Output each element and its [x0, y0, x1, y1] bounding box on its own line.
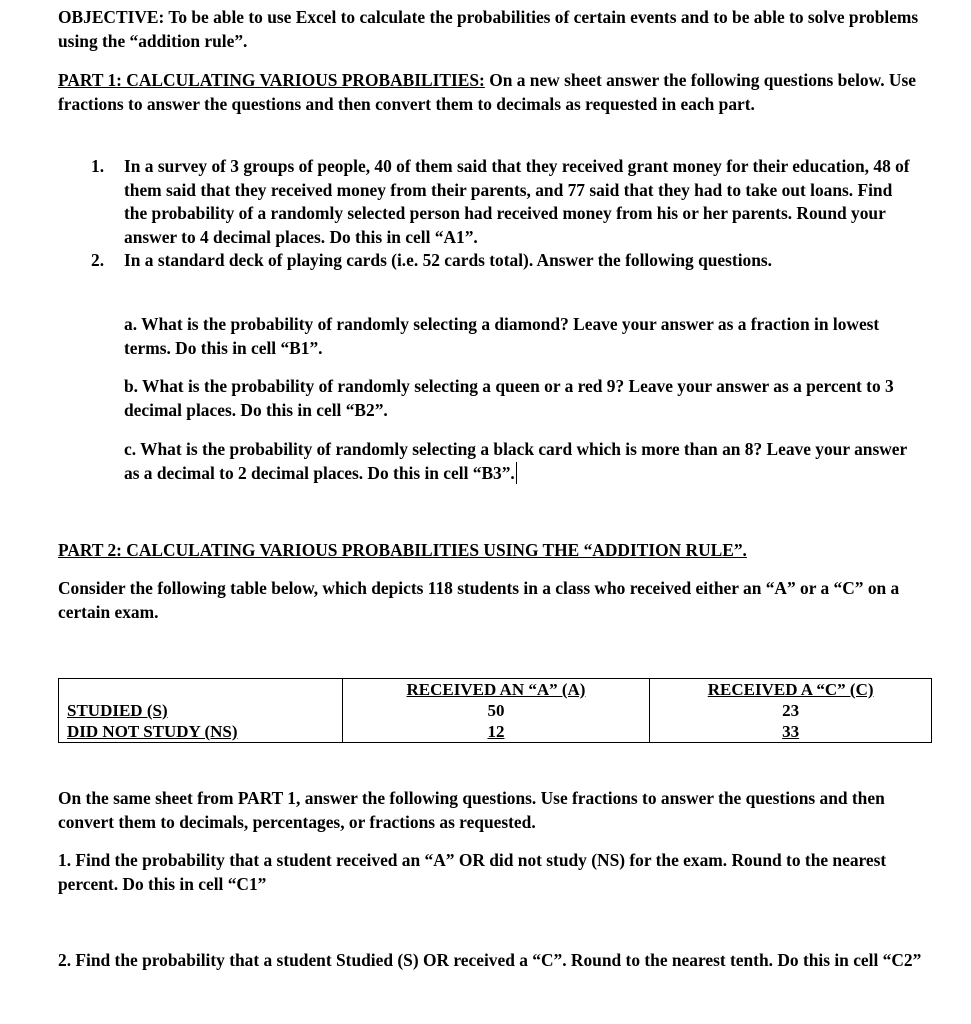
table-corner-cell — [59, 679, 343, 701]
part2-intro: Consider the following table below, which depicts 118 students in a class who received either an “A” or a “C” on a certain exam. — [58, 578, 900, 622]
question-2a — [124, 313, 914, 360]
part2-question-2 — [58, 949, 928, 973]
part1-intro-text: On a new sheet answer the following questions below. Use fractions to answer the questions and then convert them to decimals as requested in each part. — [58, 70, 916, 114]
table-row — [59, 721, 932, 743]
part2-instructions-paragraph — [58, 787, 928, 834]
cell-studied-c: 23 — [650, 700, 932, 721]
table-header-row — [59, 679, 932, 701]
list-item-text: In a standard deck of playing cards (i.e. 52 cards total). Answer the following questions. — [124, 250, 773, 270]
part2-heading: PART 2: CALCULATING VARIOUS PROBABILITIES USING THE “ADDITION RULE”. — [58, 540, 747, 560]
part1-question-list — [91, 155, 911, 273]
question-2c — [124, 438, 914, 485]
cell-not-studied-c: 33 — [650, 721, 932, 743]
question-2b — [124, 375, 914, 422]
text-cursor — [516, 462, 518, 484]
table-row — [59, 700, 932, 721]
part1-heading: PART 1: CALCULATING VARIOUS PROBABILITIES: — [58, 70, 485, 90]
part2-instructions: On the same sheet from PART 1, answer the following questions. Use fractions to answer the questions and then convert them to decimals, percentages, or fractions as requested. — [58, 788, 885, 832]
cell-studied-a: 50 — [342, 700, 650, 721]
grades-table — [58, 678, 932, 743]
list-item — [91, 249, 911, 273]
part2-question-2-text: 2. Find the probability that a student Studied (S) OR received a “C”. Round to the nearest tenth. Do this in cell “C2” — [58, 950, 922, 970]
question-2c-text: c. What is the probability of randomly selecting a black card which is more than an 8? Leave your answer as a decimal to 2 decimal places. Do this in cell “B3”. — [124, 439, 907, 483]
objective-text: OBJECTIVE: To be able to use Excel to calculate the probabilities of certain events and to be able to solve problems using the “addition rule”. — [58, 7, 919, 51]
row-label-not-studied: DID NOT STUDY (NS) — [59, 721, 343, 743]
part2-heading-paragraph — [58, 539, 928, 563]
list-item-number: 2. — [91, 250, 105, 270]
part2-question-1 — [58, 849, 928, 896]
header-received-a: RECEIVED AN “A” (A) — [342, 679, 650, 701]
question-2c — [124, 438, 914, 485]
cell-not-studied-a: 12 — [342, 721, 650, 743]
list-item-text: In a survey of 3 groups of people, 40 of them said that they received grant money for their education, 48 of them said that they received money from their parents, and 77 said that they had to take out loans. Find the probability of a randomly selected person had received money from his or her parents. Round your answer to 4 decimal places. Do this in cell “A1”. — [124, 156, 910, 247]
part1-intro — [58, 69, 928, 116]
question-2b-text: b. What is the probability of randomly selecting a queen or a red 9? Leave your answer as a percent to 3 decimal places. Do this in cell “B2”. — [124, 376, 894, 420]
part1-intro-paragraph — [58, 69, 928, 116]
question-2a-text: a. What is the probability of randomly selecting a diamond? Leave your answer as a fraction in lowest terms. Do this in cell “B1”. — [124, 314, 880, 358]
row-label-studied: STUDIED (S) — [59, 700, 343, 721]
part2-question-1-text: 1. Find the probability that a student received an “A” OR did not study (NS) for the exam. Round to the nearest percent. Do this in cell “C1” — [58, 850, 887, 894]
header-received-c: RECEIVED A “C” (C) — [650, 679, 932, 701]
list-item — [91, 155, 911, 249]
list-item-number: 1. — [91, 156, 105, 176]
part2-intro-paragraph — [58, 577, 928, 624]
objective-paragraph — [58, 6, 928, 53]
